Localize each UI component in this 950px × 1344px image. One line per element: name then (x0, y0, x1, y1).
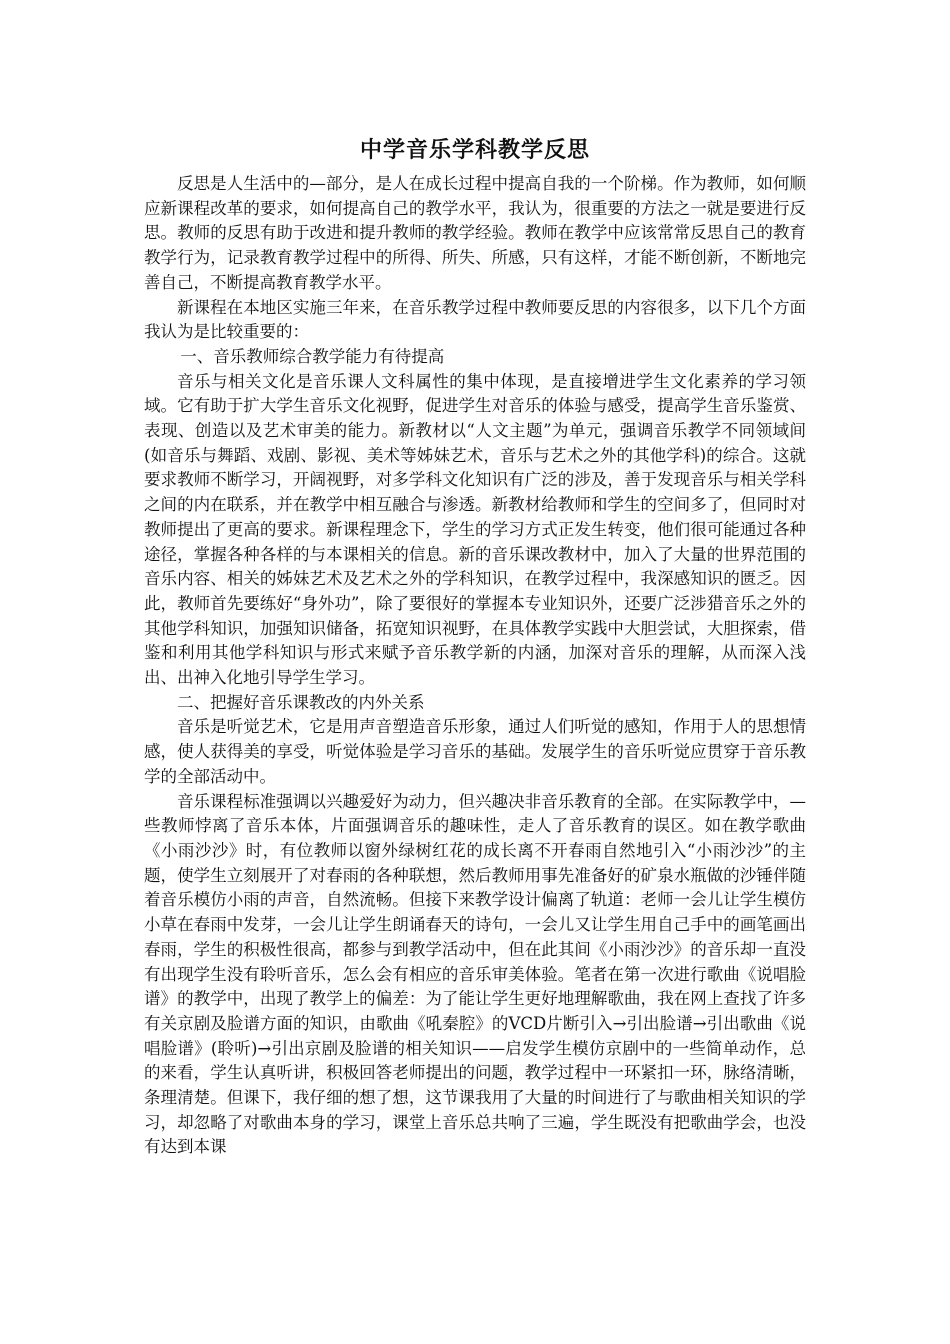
intro-paragraph-1: 反思是人生活中的—部分，是人在成长过程中提高自我的一个阶梯。作为教师，如何顺应新课程改革的要求，如何提高自己的教学水平，我认为，很重要的方法之一就是要进行反思。教师的反思有助于改进和提升教师的教学经验。教师在教学中应该常常反思自己的教育教学行为，记录教育教学过程中的所得、所失、所感，只有这样，才能不断创新，不断地完善自己，不断提高教育教学水平。 (144, 174, 806, 292)
section-2-paragraph-1: 音乐是听觉艺术，它是用声音塑造音乐形象，通过人们听觉的感知，作用于人的思想情感，使人获得美的享受，听觉体验是学习音乐的基础。发展学生的音乐听觉应贯穿于音乐教学的全部活动中。 (144, 717, 806, 786)
intro-paragraph-2: 新课程在本地区实施三年来，在音乐教学过程中教师要反思的内容很多，以下几个方面我认为是比较重要的： (144, 297, 806, 342)
section-2-heading: 二、把握好音乐课教改的内外关系 (177, 692, 425, 712)
document-page (144, 132, 806, 1160)
section-1-paragraph-1: 音乐与相关文化是音乐课人文科属性的集中体现，是直接增进学生文化素养的学习领域。它有助于扩大学生音乐文化视野，促进学生对音乐的体验与感受，提高学生音乐鉴赏、表现、创造以及艺术审美的能力。新教材以“人文主题”为单元，强调音乐教学不同领域间(如音乐与舞蹈、戏剧、影视、美术等姊妹艺术，音乐与艺术之外的其他学科)的综合。这就要求教师不断学习，开阔视野，对多学科文化知识有广泛的涉及，善于发现音乐与相关学科之间的内在联系，并在教学中相互融合与渗透。新教材给教师和学生的空间多了，但同时对教师提出了更高的要求。新课程理念下，学生的学习方式正发生转变，他们很可能通过各种途径，掌握各种各样的与本课相关的信息。新的音乐课改教材中，加入了大量的世界范围的音乐内容、相关的姊妹艺术及艺术之外的学科知识，在教学过程中，我深感知识的匮乏。因此，教师首先要练好“身外功”，除了要很好的掌握本专业知识外，还要广泛涉猎音乐之外的其他学科知识，加强知识储备，拓宽知识视野，在具体教学实践中大胆尝试，大胆探索，借鉴和利用其他学科知识与形式来赋予音乐教学新的内涵，加深对音乐的理解，从而深入浅出、出神入化地引导学生学习。 (144, 371, 806, 688)
section-1-heading: 一、音乐教师综合教学能力有待提高 (180, 346, 445, 366)
section-2-paragraph-2: 音乐课程标准强调以兴趣爱好为动力，但兴趣决非音乐教育的全部。在实际教学中，—些教师悖离了音乐本体，片面强调音乐的趣味性，走人了音乐教育的误区。如在教学歌曲《小雨沙沙》时，有位教师以窗外绿树红花的成长离不开春雨自然地引入“小雨沙沙”的主题，使学生立刻展开了对春雨的各种联想，然后教师用事先准备好的矿泉水瓶做的沙锤伴随着音乐模仿小雨的声音，自然流畅。但接下来教学设计偏离了轨道：老师一会儿让学生模仿小草在春雨中发芽，一会儿让学生朗诵春天的诗句，一会儿又让学生用自己手中的画笔画出春雨，学生的积极性很高，都参与到教学活动中，但在此其间《小雨沙沙》的音乐却一直没有出现学生没有聆听音乐，怎么会有相应的音乐审美体验。笔者在第一次进行歌曲《说唱脸谱》的教学中，出现了教学上的偏差：为了能让学生更好地理解歌曲，我在网上查找了许多有关京剧及脸谱方面的知识，由歌曲《吼秦腔》的VCD片断引入→引出脸谱→引出歌曲《说唱脸谱》(聆听)→引出京剧及脸谱的相关知识——启发学生模仿京剧中的一些简单动作，总的来看，学生认真听讲，积极回答老师提出的问题，教学过程中一环紧扣一环，脉络清晰，条理清楚。但课下，我仔细的想了想，这节课我用了大量的时间进行了与歌曲相关知识的学习，却忽略了对歌曲本身的学习，课堂上音乐总共响了三遍，学生既没有把歌曲学会，也没有达到本课 (144, 791, 806, 1157)
document-title: 中学音乐学科教学反思 (359, 137, 590, 163)
